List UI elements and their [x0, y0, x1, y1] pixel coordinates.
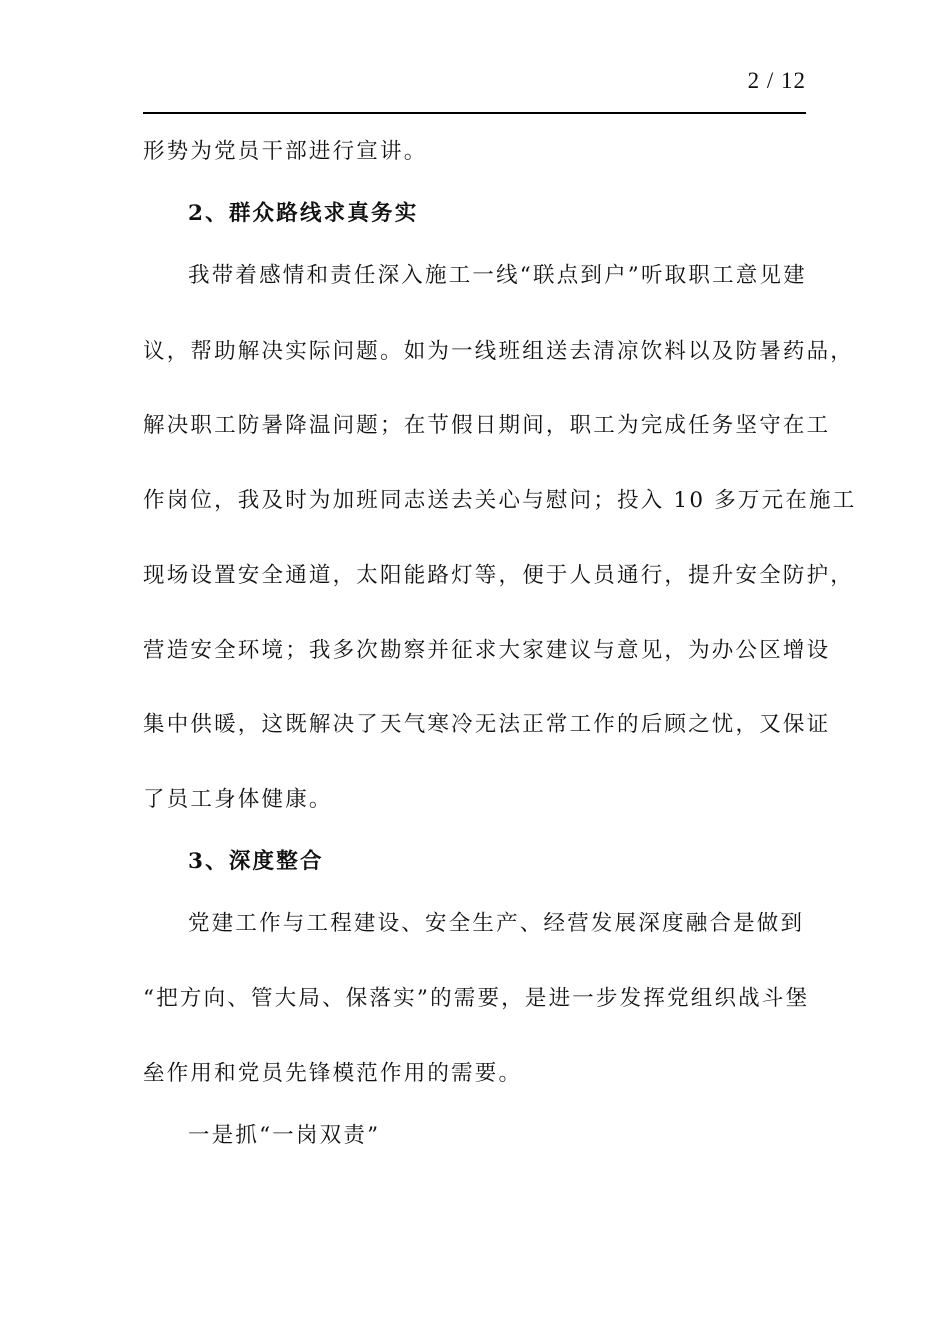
paragraph-line: 营造安全环境；我多次勘察并征求大家建议与意见，为办公区增设 — [143, 638, 831, 663]
paragraph-line: 集中供暖，这既解决了天气寒冷无法正常工作的后顾之忧，又保证 — [143, 712, 831, 737]
paragraph-line: 作岗位，我及时为加班同志送去关心与慰问；投入 10 多万元在施工 — [143, 488, 857, 513]
page-number: 2 / 12 — [747, 68, 806, 93]
paragraph-line: “把方向、管大局、保落实”的需要，是进一步发挥党组织战斗堡 — [143, 986, 810, 1011]
paragraph-line: 形势为党员干部进行宣讲。 — [143, 139, 428, 164]
paragraph-line: 解决职工防暑降温问题；在节假日期间，职工为完成任务坚守在工 — [143, 413, 831, 438]
paragraph-line: 一是抓“一岗双责” — [188, 1123, 381, 1148]
paragraph-line: 我带着感情和责任深入施工一线“联点到户”听取职工意见建 — [188, 263, 807, 288]
paragraph-line: 现场设置安全通道，太阳能路灯等，便于人员通行，提升安全防护， — [143, 563, 855, 588]
paragraph-line: 垒作用和党员先锋模范作用的需要。 — [143, 1061, 523, 1086]
paragraph-line: 党建工作与工程建设、安全生产、经营发展深度融合是做到 — [188, 911, 805, 936]
section-heading-2: 2、群众路线求真务实 — [188, 201, 419, 226]
page-header — [143, 66, 806, 114]
paragraph-line: 了员工身体健康。 — [143, 787, 333, 812]
section-heading-3: 3、深度整合 — [188, 849, 324, 874]
paragraph-line: 议，帮助解决实际问题。如为一线班组送去清凉饮料以及防暑药品， — [143, 339, 855, 364]
